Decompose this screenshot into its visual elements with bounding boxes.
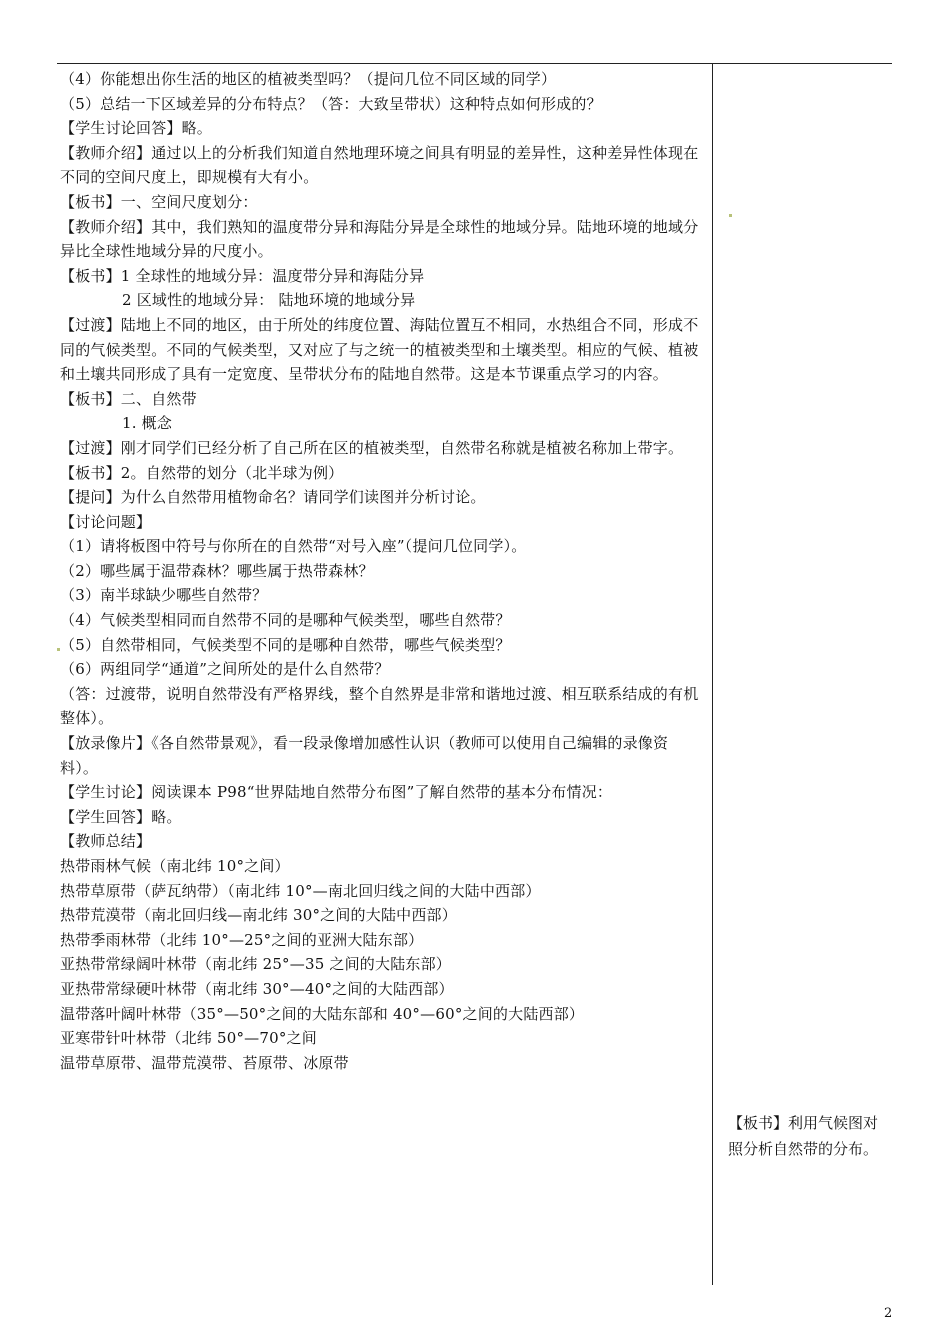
text-line: 热带季雨林带（北纬 10°—25°之间的亚洲大陆东部） xyxy=(60,930,424,949)
text-line: 【学生讨论】阅读课本 P98“世界陆地自然带分布图”了解自然带的基本分布情况： xyxy=(60,783,613,802)
text-line: 热带草原带（萨瓦纳带）（南北纬 10°—南北回归线之间的大陆中西部） xyxy=(60,881,541,900)
text-line: 【板书】一、空间尺度划分： xyxy=(60,192,258,211)
text-line: 【过渡】刚才同学们已经分析了自己所在区的植被类型，自然带名称就是植被名称加上带字。 xyxy=(60,438,684,457)
text-line: 【板书】2。自然带的划分（北半球为例） xyxy=(60,463,344,482)
text-line: 【教师介绍】通过以上的分析我们知道自然地理环境之间具有明显的差异性，这种差异性体现在不同的空间尺度上，即规模有大有小。 xyxy=(60,143,699,187)
text-line: 【教师总结】 xyxy=(60,832,152,851)
text-line: 【教师介绍】其中，我们熟知的温度带分异和海陆分异是全球性的地域分异。陆地环境的地域分异比全球性地域分异的尺度小。 xyxy=(60,217,699,261)
text-line: （5）自然带相同，气候类型不同的是哪种自然带，哪些气候类型？ xyxy=(60,635,511,654)
speck-mark xyxy=(729,214,732,217)
text-line: 【放录像片】《各自然带景观》，看一段录像增加感性认识（教师可以使用自己编辑的录像资料）。 xyxy=(60,734,669,777)
text-line: 温带落叶阔叶林带（35°—50°之间的大陆东部和 40°—60°之间的大陆西部） xyxy=(60,1004,585,1023)
text-line: （3）南半球缺少哪些自然带？ xyxy=(60,586,268,605)
speck-mark xyxy=(57,648,60,651)
text-line: （6）两组同学“通道”之间所处的是什么自然带？ xyxy=(60,660,390,679)
text-line: （2）哪些属于温带森林？哪些属于热带森林？ xyxy=(60,561,374,580)
text-line: 【提问】为什么自然带用植物命名？请同学们读图并分析讨论。 xyxy=(60,488,486,507)
text-line: 亚热带常绿硬叶林带（南北纬 30°—40°之间的大陆西部） xyxy=(60,979,454,998)
text-line: 【讨论问题】 xyxy=(60,512,152,531)
text-line: 亚寒带针叶林带（北纬 50°—70°之间 xyxy=(60,1029,317,1048)
text-line: 2 区域性的地域分异： 陆地环境的地域分异 xyxy=(122,291,416,310)
side-note: 【板书】利用气候图对照分析自然带的分布。 xyxy=(728,1114,879,1158)
text-line: 1. 概念 xyxy=(122,414,173,433)
text-line: 【过渡】陆地上不同的地区，由于所处的纬度位置、海陆位置互不相同，水热组合不同，形成不同的气候类型。不同的气候类型，又对应了与之统一的植被类型和土壤类型。相应的气候、植被和土壤共同形成了具有一定宽度、呈带状分布的陆地自然带。这是本节课重点学习的内容。 xyxy=(60,315,699,384)
text-line: 热带荒漠带（南北回归线—南北纬 30°之间的大陆中西部） xyxy=(60,906,457,925)
text-line: 亚热带常绿阔叶林带（南北纬 25°—35 之间的大陆东部） xyxy=(60,955,452,974)
column-divider xyxy=(712,63,713,1285)
text-line: 【板书】1 全球性的地域分异：温度带分异和海陆分异 xyxy=(60,266,425,285)
text-line: 【板书】二、自然带 xyxy=(60,389,197,408)
text-line: （答：过渡带，说明自然带没有严格界线，整个自然界是非常和谐地过渡、相互联系结成的有机整体）。 xyxy=(60,684,699,728)
text-line: （5）总结一下区域差异的分布特点？（答：大致呈带状）这种特点如何形成的？ xyxy=(60,94,602,113)
text-line: （1）请将板图中符号与你所在的自然带“对号入座”（提问几位同学）。 xyxy=(60,537,527,556)
text-line: （4）气候类型相同而自然带不同的是哪种气候类型，哪些自然带？ xyxy=(60,611,511,630)
lesson-text-column xyxy=(60,67,705,1075)
text-line: 【学生讨论回答】略。 xyxy=(60,119,213,138)
text-line: （4）你能想出你生活的地区的植被类型吗？（提问几位不同区域的同学） xyxy=(60,70,557,88)
page-number: 2 xyxy=(884,1306,893,1321)
top-rule xyxy=(57,63,892,64)
text-line: 热带雨林气候（南北纬 10°之间） xyxy=(60,857,290,875)
text-line: 温带草原带、温带荒漠带、苔原带、冰原带 xyxy=(60,1053,349,1072)
text-line: 【学生回答】略。 xyxy=(60,807,182,826)
